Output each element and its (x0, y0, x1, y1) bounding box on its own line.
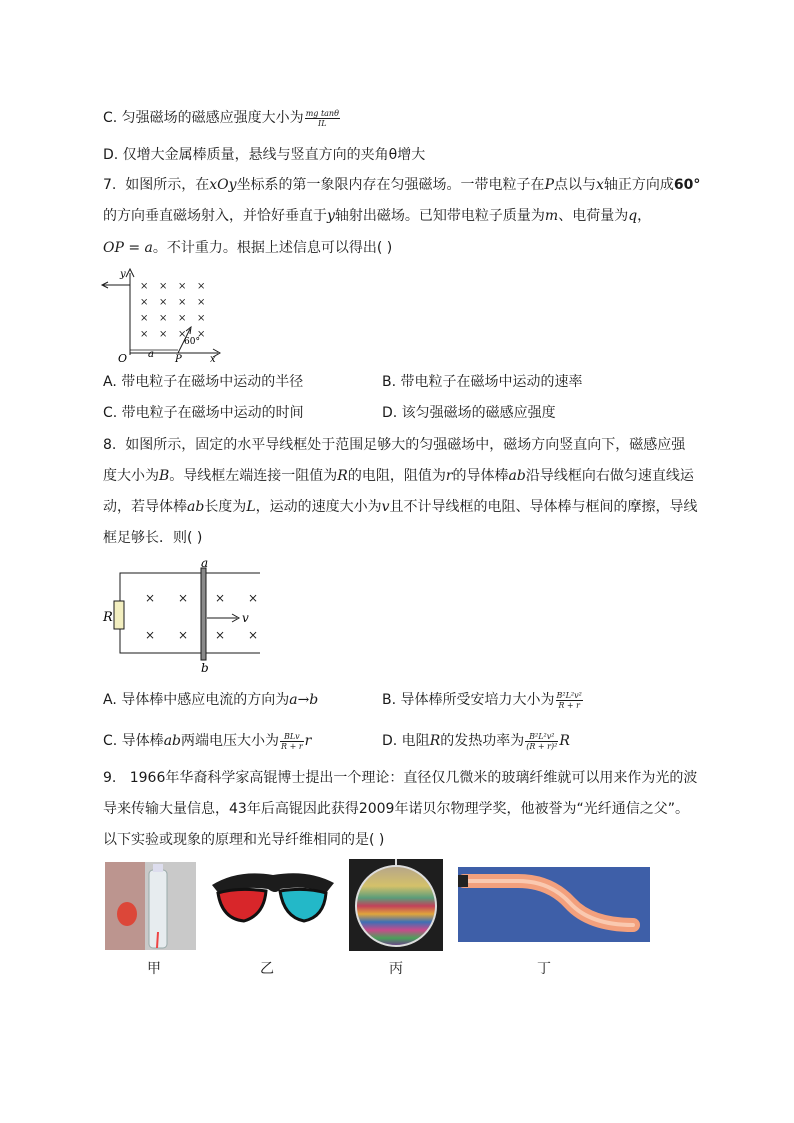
q8-text: 动，若导体棒 (103, 499, 187, 515)
q7-stem-line-1 (103, 175, 700, 195)
q7-var: OP = a (103, 240, 153, 256)
q6-option-d: D. 仅增大金属棒质量，悬线与竖直方向的夹角θ增大 (103, 147, 426, 163)
q7-text: 、电荷量为 (558, 208, 629, 224)
q8-option-c-text: C. 导体棒 (103, 733, 164, 749)
q8-option-c (103, 731, 311, 751)
q9-caption-yi: 乙 (260, 961, 274, 977)
q8-option-d-var: R (429, 733, 441, 749)
field-mark: × (197, 313, 206, 324)
q7-text: 轴正方向成 (603, 177, 674, 193)
q9-caption-ding: 丁 (537, 961, 551, 977)
q7-text: 轴射出磁场。已知带电粒子质量为 (334, 208, 545, 224)
q7-label-x: x (210, 354, 216, 363)
field-mark: × (215, 628, 226, 642)
q8-resistor (114, 601, 124, 629)
q7-var: P (544, 177, 554, 193)
field-mark: × (140, 281, 149, 292)
q8-option-a-expr: a→b (289, 692, 319, 708)
q8-var: L (246, 499, 256, 515)
q8-option-b-denominator: R + r (558, 700, 580, 710)
q8-text: 的导体棒 (452, 468, 509, 484)
q7-var: q (628, 208, 638, 224)
q9-photo-jia (105, 862, 196, 950)
field-mark: × (178, 313, 187, 324)
field-mark: × (159, 313, 168, 324)
q8-option-c-var: r (304, 733, 312, 749)
q8-conductor-bar (201, 568, 206, 660)
q7-text: 。不计重力。根据上述信息可以得出( ) (152, 240, 393, 256)
field-mark: × (178, 329, 187, 340)
field-mark: × (248, 628, 259, 642)
q9-stem-line-2: 导来传输大量信息，43年后高锟因此获得2009年诺贝尔物理学奖，他被誉为“光纤通信之父”。 (103, 801, 689, 817)
q8-stem-line-1 (103, 435, 685, 455)
q6-option-c (103, 108, 341, 128)
photo-light-stream (157, 932, 158, 948)
q9-photo-yi (208, 863, 338, 935)
field-mark: × (140, 313, 149, 324)
q6-option-c-numerator: mg tanθ (305, 108, 339, 118)
q8-text: 度大小为 (103, 468, 159, 484)
field-mark: × (159, 297, 168, 308)
q8-text: 沿导线框向右做匀速直线运 (525, 468, 694, 484)
q8-option-a (103, 690, 318, 710)
q6-option-c-fraction (305, 109, 340, 128)
field-mark: × (140, 329, 149, 340)
q8-stem-line-3 (103, 497, 698, 517)
q7-var: y (327, 208, 335, 224)
q7-option-b: B. 带电粒子在磁场中运动的速率 (382, 374, 583, 390)
q8-text: 如图所示，固定的水平导线框处于范围足够大的匀强磁场中，磁场方向竖直向下，磁感应强 (125, 437, 686, 453)
q7-text: 坐标系的第一象限内存在匀强磁场。一带电粒子在 (236, 177, 545, 193)
q7-option-d: D. 该匀强磁场的磁感应强度 (382, 405, 556, 421)
q7-option-a: A. 带电粒子在磁场中运动的半径 (103, 374, 304, 390)
q8-stem-line-2 (103, 466, 694, 486)
q8-option-c-var: ab (163, 733, 181, 749)
q8-option-d-text: 的发热功率为 (440, 733, 525, 749)
q8-text: 长度为 (204, 499, 247, 515)
q6-option-c-denominator: IL (318, 118, 327, 128)
q8-var: B (159, 468, 170, 484)
q8-option-c-fraction (280, 732, 304, 751)
q7-text: ， (637, 208, 652, 224)
field-mark: × (178, 281, 187, 292)
q8-option-c-numerator: BLv (280, 732, 304, 742)
q6-option-c-text: C. 匀强磁场的磁感应强度大小为 (103, 110, 304, 126)
q7-figure (100, 265, 230, 363)
q7-text: 点以与 (553, 177, 596, 193)
photo-glasses-cyan-lens (280, 889, 326, 921)
q7-label-y: y (120, 269, 126, 280)
q8-option-d-var: R (559, 733, 570, 749)
q7-label-origin: O (118, 352, 128, 363)
photo-laser-glow (117, 902, 137, 926)
field-mark: × (197, 297, 206, 308)
field-mark: × (178, 628, 189, 642)
q8-option-b-text: B. 导体棒所受安培力大小为 (382, 692, 555, 708)
q9-number: 9. (103, 770, 117, 786)
q8-text: 的电阻，阻值为 (347, 468, 446, 484)
field-mark: × (215, 591, 226, 605)
q9-text: 1966年华裔科学家高锟博士提出一个理论：直径仅几微米的玻璃纤维就可以用来作为光的波 (129, 770, 698, 786)
q7-field-marks (140, 281, 205, 340)
q7-option-c: C. 带电粒子在磁场中运动的时间 (103, 405, 304, 421)
q9-caption-jia: 甲 (147, 961, 161, 977)
q7-angle: 60° (673, 177, 701, 193)
q8-text: 。导线框左端连接一阻值为 (169, 468, 338, 484)
q8-stem-line-4: 框足够长．则( ) (103, 530, 203, 546)
q8-label-r: R (103, 610, 113, 625)
q9-stem-line-3: 以下实验或现象的原理和光导纤维相同的是( ) (103, 832, 385, 848)
q8-rail-frame (120, 573, 260, 653)
q8-option-d-fraction (525, 732, 558, 751)
q8-label-v: v (242, 611, 249, 625)
q8-label-a: a (201, 556, 209, 570)
q8-option-d-text: D. 电阻 (382, 733, 430, 749)
q8-option-d (382, 731, 570, 751)
q8-number: 8. (103, 437, 117, 453)
q9-photo-ding (458, 867, 650, 942)
q8-var: ab (508, 468, 526, 484)
q8-option-b-numerator: B²L²v² (556, 690, 582, 700)
photo-soap-film (356, 866, 436, 946)
q8-option-b (382, 690, 584, 710)
q8-option-d-numerator: B²L²v² (525, 732, 558, 742)
q7-text: 如图所示，在 (125, 177, 210, 193)
field-mark: × (197, 329, 206, 340)
field-mark: × (159, 281, 168, 292)
q7-label-p: P (175, 354, 182, 363)
q7-stem-line-2 (103, 206, 651, 226)
q8-option-c-denominator: R + r (281, 741, 303, 751)
field-mark: × (248, 591, 259, 605)
q8-option-c-text: 两端电压大小为 (181, 733, 279, 749)
q7-number: 7. (103, 177, 117, 193)
q8-option-d-denominator: (R + r)² (526, 741, 558, 751)
q8-var: R (337, 468, 348, 484)
field-mark: × (178, 591, 189, 605)
q8-option-b-fraction (556, 691, 583, 710)
q8-text: 且不计导线框的电阻、导体棒与框间的摩擦，导线 (389, 499, 698, 515)
q7-label-angle: 60° (184, 337, 200, 347)
photo-light-source (458, 875, 468, 887)
q8-figure (100, 556, 270, 674)
field-mark: × (140, 297, 149, 308)
q9-stem-line-1 (103, 768, 697, 788)
field-mark: × (159, 329, 168, 340)
photo-glasses-red-lens (218, 889, 266, 921)
q8-var: r (445, 468, 453, 484)
q7-var: xOy (209, 177, 237, 193)
field-mark: × (145, 591, 156, 605)
q8-label-b: b (201, 661, 209, 674)
q9-photo-bing (349, 859, 443, 951)
field-mark: × (197, 281, 206, 292)
q8-var: v (381, 499, 390, 515)
field-mark: × (178, 297, 187, 308)
q9-caption-bing: 丙 (389, 961, 403, 977)
photo-bottle-cap (153, 864, 163, 872)
q7-label-a: a (148, 349, 154, 360)
q7-text: 的方向垂直磁场射入，并恰好垂直于 (103, 208, 327, 224)
q8-var: ab (187, 499, 205, 515)
q8-option-a-text: A. 导体棒中感应电流的方向为 (103, 692, 290, 708)
field-mark: × (145, 628, 156, 642)
q7-var: x (595, 177, 604, 193)
q7-stem-line-3 (103, 238, 392, 258)
q7-var: m (544, 208, 559, 224)
q8-text: ，运动的速度大小为 (255, 499, 382, 515)
